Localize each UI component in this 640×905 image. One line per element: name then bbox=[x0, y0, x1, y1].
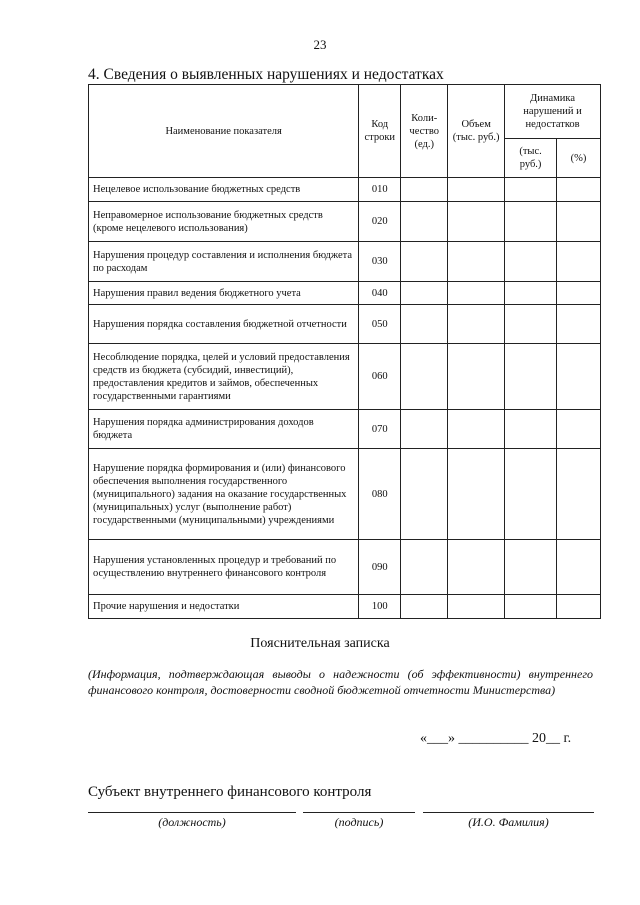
subject-label: Субъект внутреннего финансового контроля bbox=[88, 784, 372, 800]
row-name: Нарушения порядка составления бюджетной отчетности bbox=[89, 305, 359, 344]
row-code: 090 bbox=[359, 540, 401, 595]
name-caption: (И.О. Фамилия) bbox=[468, 815, 549, 829]
cell-volume[interactable] bbox=[448, 595, 505, 619]
table-row bbox=[89, 242, 601, 282]
cell-dyn-rub[interactable] bbox=[505, 540, 557, 595]
cell-quantity[interactable] bbox=[401, 178, 448, 202]
header-name: Наименование показателя bbox=[89, 85, 359, 178]
row-code: 030 bbox=[359, 242, 401, 282]
row-name: Нарушения правил ведения бюджетного учета bbox=[89, 282, 359, 305]
table-row bbox=[89, 449, 601, 540]
cell-quantity[interactable] bbox=[401, 282, 448, 305]
row-name: Неправомерное использование бюджетных средств (кроме нецелевого использования) bbox=[89, 202, 359, 242]
cell-dyn-rub[interactable] bbox=[505, 344, 557, 410]
header-quantity: Коли-чество (ед.) bbox=[401, 85, 448, 178]
cell-quantity[interactable] bbox=[401, 540, 448, 595]
row-code: 070 bbox=[359, 410, 401, 449]
cell-dyn-pct[interactable] bbox=[557, 178, 601, 202]
name-line bbox=[423, 812, 594, 813]
section-title: 4. Сведения о выявленных нарушениях и недостатках bbox=[88, 66, 444, 83]
cell-dyn-pct[interactable] bbox=[557, 449, 601, 540]
cell-dyn-rub[interactable] bbox=[505, 595, 557, 619]
signature-line bbox=[303, 812, 415, 813]
signature-caption: (подпись) bbox=[334, 815, 384, 829]
table-row bbox=[89, 178, 601, 202]
cell-quantity[interactable] bbox=[401, 449, 448, 540]
cell-volume[interactable] bbox=[448, 242, 505, 282]
header-dyn-rub: (тыс. руб.) bbox=[505, 139, 557, 178]
table-row bbox=[89, 282, 601, 305]
row-code: 100 bbox=[359, 595, 401, 619]
cell-dyn-pct[interactable] bbox=[557, 242, 601, 282]
page-number: 23 bbox=[313, 37, 327, 52]
row-name: Несоблюдение порядка, целей и условий предоставления средств из бюджета (субсидий, инвестиций), предоставления кредитов и займов, обеспеченных государственными гарантиями bbox=[89, 344, 359, 410]
position-caption: (должность) bbox=[158, 815, 226, 829]
table-row bbox=[89, 344, 601, 410]
row-code: 010 bbox=[359, 178, 401, 202]
date-line: «___» __________ 20__ г. bbox=[420, 731, 572, 746]
header-dynamics: Динамика нарушений и недостатков bbox=[505, 85, 601, 139]
cell-dyn-rub[interactable] bbox=[505, 449, 557, 540]
cell-quantity[interactable] bbox=[401, 410, 448, 449]
cell-dyn-rub[interactable] bbox=[505, 202, 557, 242]
header-dyn-pct: (%) bbox=[557, 139, 601, 178]
cell-dyn-rub[interactable] bbox=[505, 242, 557, 282]
cell-volume[interactable] bbox=[448, 449, 505, 540]
violations-table bbox=[88, 84, 601, 619]
table-row bbox=[89, 305, 601, 344]
row-name: Нарушения процедур составления и исполнения бюджета по расходам bbox=[89, 242, 359, 282]
cell-volume[interactable] bbox=[448, 344, 505, 410]
cell-dyn-pct[interactable] bbox=[557, 540, 601, 595]
cell-volume[interactable] bbox=[448, 282, 505, 305]
row-name: Нарушения установленных процедур и требований по осуществлению внутреннего финансового контроля bbox=[89, 540, 359, 595]
note-body: (Информация, подтверждающая выводы о надежности (об эффективности) внутреннего финансового контроля, достоверности сводной бюджетной отчетности Министерства) bbox=[88, 667, 593, 697]
cell-quantity[interactable] bbox=[401, 202, 448, 242]
cell-dyn-rub[interactable] bbox=[505, 305, 557, 344]
cell-dyn-rub[interactable] bbox=[505, 178, 557, 202]
cell-quantity[interactable] bbox=[401, 242, 448, 282]
cell-dyn-pct[interactable] bbox=[557, 595, 601, 619]
row-code: 050 bbox=[359, 305, 401, 344]
header-code: Код строки bbox=[359, 85, 401, 178]
row-name: Прочие нарушения и недостатки bbox=[89, 595, 359, 619]
cell-dyn-pct[interactable] bbox=[557, 305, 601, 344]
cell-quantity[interactable] bbox=[401, 595, 448, 619]
table-row bbox=[89, 202, 601, 242]
row-name: Нецелевое использование бюджетных средств bbox=[89, 178, 359, 202]
row-code: 060 bbox=[359, 344, 401, 410]
row-name: Нарушения порядка администрирования доходов бюджета bbox=[89, 410, 359, 449]
cell-volume[interactable] bbox=[448, 410, 505, 449]
row-code: 040 bbox=[359, 282, 401, 305]
row-name: Нарушение порядка формирования и (или) финансового обеспечения выполнения государственного (муниципального) задания на оказание государственных (муниципальных) услуг (выполнение работ) государственными (муниципальными) учреждениями bbox=[89, 449, 359, 540]
cell-volume[interactable] bbox=[448, 178, 505, 202]
row-code: 020 bbox=[359, 202, 401, 242]
cell-volume[interactable] bbox=[448, 540, 505, 595]
row-code: 080 bbox=[359, 449, 401, 540]
table-row bbox=[89, 540, 601, 595]
position-line bbox=[88, 812, 296, 813]
cell-dyn-pct[interactable] bbox=[557, 202, 601, 242]
cell-dyn-pct[interactable] bbox=[557, 344, 601, 410]
cell-dyn-pct[interactable] bbox=[557, 410, 601, 449]
cell-dyn-pct[interactable] bbox=[557, 282, 601, 305]
header-volume: Объем (тыс. руб.) bbox=[448, 85, 505, 178]
cell-quantity[interactable] bbox=[401, 305, 448, 344]
cell-volume[interactable] bbox=[448, 305, 505, 344]
table-row bbox=[89, 595, 601, 619]
note-title: Пояснительная записка bbox=[250, 636, 390, 651]
cell-dyn-rub[interactable] bbox=[505, 282, 557, 305]
cell-volume[interactable] bbox=[448, 202, 505, 242]
table-row bbox=[89, 410, 601, 449]
cell-quantity[interactable] bbox=[401, 344, 448, 410]
cell-dyn-rub[interactable] bbox=[505, 410, 557, 449]
